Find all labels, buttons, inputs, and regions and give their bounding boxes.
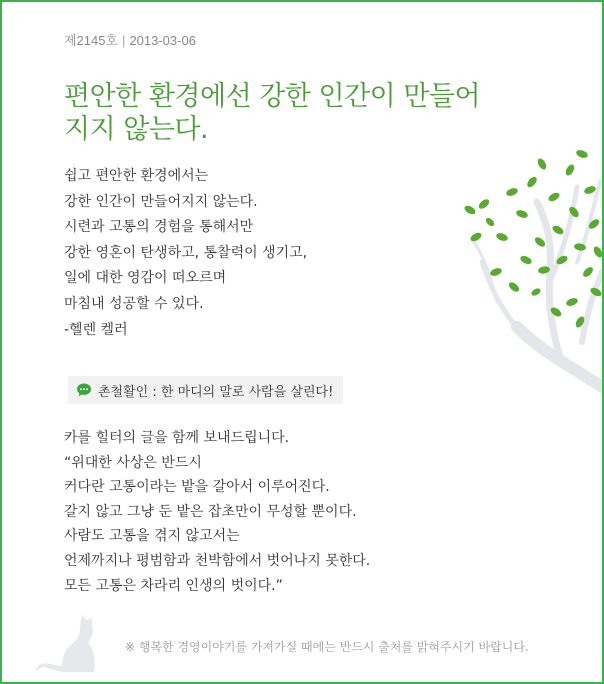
quote-line: 마침내 성공할 수 있다. (64, 295, 204, 312)
title-line-1: 편안한 환경에선 강한 인간이 만들어 (64, 81, 481, 112)
cat-silhouette (36, 610, 108, 674)
tree-illustration (462, 142, 602, 402)
meta-separator: | (122, 33, 126, 48)
letter-body (64, 426, 544, 598)
copyright-notice: ※ 행복한 경영이야기를 가져가실 때에는 반드시 출처를 밝혀주시기 바랍니다. (125, 640, 529, 654)
issue-date: 2013-03-06 (129, 33, 196, 48)
tree-leaves (463, 149, 602, 329)
body-line: 커다란 고통이라는 밭을 갈아서 이루어진다. (64, 479, 330, 496)
tagline-badge (68, 376, 343, 404)
quote-line: 쉽고 편안한 환경에서는 (64, 168, 209, 184)
quote-author: -헬렌 켈러 (64, 321, 128, 338)
quote-block (64, 164, 484, 343)
quote-line: 강한 인간이 만들어지지 않는다. (64, 193, 258, 210)
title-line-2: 지지 않는다. (64, 114, 209, 145)
body-line: 모든 고통은 차라리 인생의 벗이다.” (64, 577, 283, 594)
issue-meta (64, 30, 196, 49)
quote-line: 시련과 고통의 경험을 통해서만 (64, 219, 254, 236)
speech-bubble-icon (76, 382, 92, 398)
body-line: 카를 힐터의 글을 함께 보내드립니다. (64, 430, 290, 446)
issue-number: 제2145호 (64, 33, 119, 48)
body-line: 사람도 고통을 겪지 않고서는 (64, 528, 240, 545)
page-title (64, 80, 524, 146)
body-line: 갈지 않고 그냥 둔 밭은 잡초만이 무성할 뿐이다. (64, 503, 357, 520)
body-line: “위대한 사상은 반드시 (64, 454, 202, 471)
body-line: 언제까지나 평범함과 천박함에서 벗어나지 못한다. (64, 552, 371, 569)
quote-line: 일에 대한 영감이 떠오르며 (64, 270, 227, 287)
tagline-text: 촌철활인 : 한 마디의 말로 사람을 살린다! (98, 384, 334, 400)
quote-line: 강한 영혼이 탄생하고, 통찰력이 생기고, (64, 244, 308, 261)
